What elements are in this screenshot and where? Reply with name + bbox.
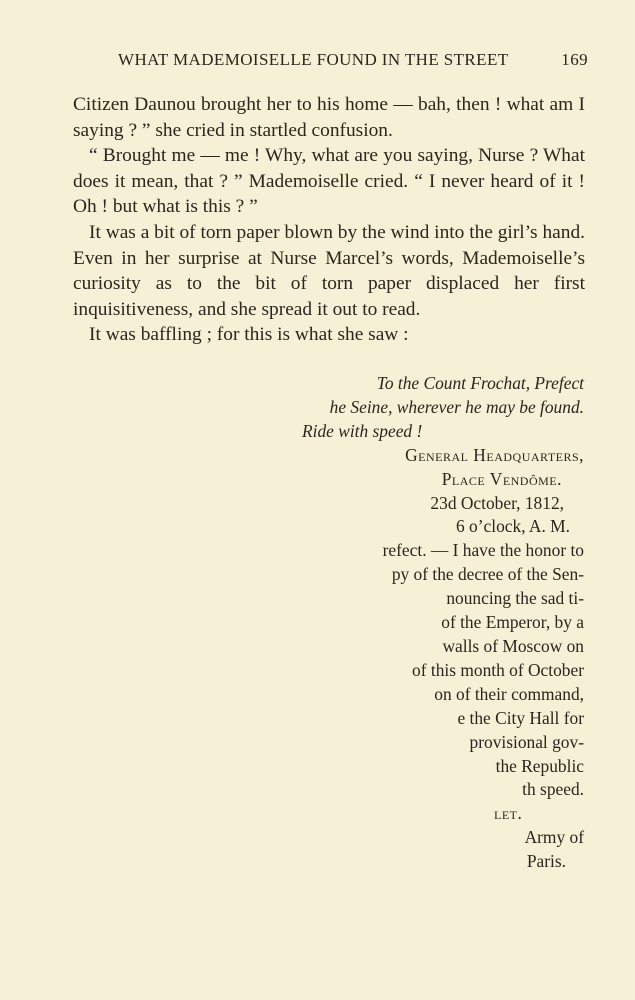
torn-letter	[300, 372, 584, 874]
letter-body-line: py of the decree of the Sen-	[391, 564, 584, 585]
letter-address-line: he Seine, wherever he may be found.	[329, 396, 584, 417]
letter-address-line: Ride with speed !	[302, 420, 423, 441]
letter-body-line: on of their command,	[434, 683, 584, 704]
body-text	[73, 92, 585, 348]
letter-body-line: of this month of October	[412, 659, 584, 680]
letter-date: 23d October, 1812,	[430, 492, 564, 513]
letter-header-line: Place Vendôme.	[441, 468, 562, 489]
running-head	[118, 50, 588, 72]
letter-closing-line: Army of	[524, 827, 584, 848]
page-number: 169	[561, 50, 588, 69]
letter-body-line: of the Emperor, by a	[441, 612, 584, 633]
letter-body-line: nouncing the sad ti-	[446, 588, 584, 609]
letter-body-line: provisional gov-	[469, 731, 584, 752]
letter-body-line: e the City Hall for	[457, 707, 584, 728]
letter-time: 6 o’clock, A. M.	[456, 516, 570, 537]
paragraph: Citizen Daunou brought her to his home — bah, then ! what am I saying ? ” she cried in startled confusion.	[73, 94, 585, 141]
letter-closing-line: Paris.	[526, 851, 566, 872]
paragraph: “ Brought me — me ! Why, what are you saying, Nurse ? What does it mean, that ? ” Mademoiselle cried. “ I never heard of it ! Oh ! but what is this ? ”	[73, 145, 585, 218]
letter-header-line: General Headquarters,	[405, 444, 584, 465]
letter-body-line: the Republic	[495, 755, 584, 776]
letter-body-line: walls of Moscow on	[442, 635, 584, 656]
letter-address-line: To the Count Frochat, Prefect	[376, 373, 584, 393]
paragraph: It was a bit of torn paper blown by the wind into the girl’s hand. Even in her surprise at Nurse Marcel’s words, Mademoiselle’s curiosity as to the bit of torn paper displaced her first inquisitiveness, and she spread it out to read.	[73, 221, 585, 320]
letter-body-line: refect. — I have the honor to	[382, 540, 584, 561]
letter-body-line: th speed.	[522, 779, 584, 800]
paragraph: It was baffling ; for this is what she saw :	[89, 324, 409, 346]
chapter-title: WHAT MADEMOISELLE FOUND IN THE STREET	[118, 50, 509, 69]
letter-signature: let.	[494, 803, 523, 824]
